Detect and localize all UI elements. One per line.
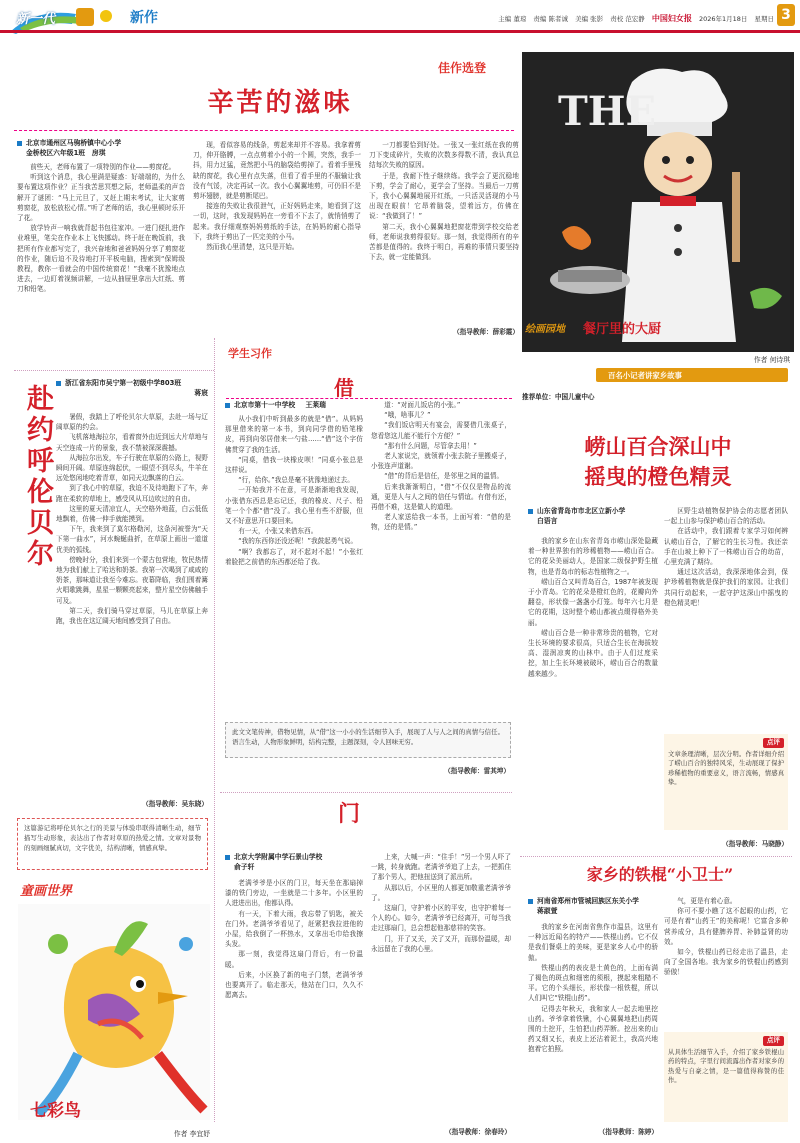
teacher-credit: （指导教师：徐春玲） bbox=[445, 1128, 511, 1136]
section-label: 童画世界 bbox=[20, 884, 73, 899]
author-name: 王莱瑞 bbox=[305, 401, 326, 409]
article-title-vertical: 赴约呼伦贝尔 bbox=[22, 384, 53, 570]
article-column: 老满爷爷是小区的门卫，每天坐在那扇掉漆的铁门旁边，一坐就是二十多年。小区里的人进进出出，他都认得。 有一天，下着大雨，我忘带了钥匙，被关在门外。老满爷爷看见了，赶紧把我拉进他的小屋，给我倒了一杯热水，又拿出毛巾给我擦头发。 那一刻，我觉得这扇门背后，有一份温暖。 后来，小区换了新的电子门禁，老满爷爷也要离开了。临走那天，他站在门口，久久不愿离去。 bbox=[225, 879, 363, 1000]
title-line-1: 崂山百合深山中 bbox=[584, 434, 732, 459]
article-column: 从小我们中听到最多的就是“借”。从妈妈那里借来的第一本书，到向同学借的铅笔橡皮，再到向邻居借来一勺盐……“借”这个字仿佛贯穿了我的生活。 “同桌，借我一块橡皮呗！”同桌小张总是这样说。 “行，给你。”我总是毫不犹豫地递过去。 一开始我并不在意，可是渐渐地我发现，小张借东西总是忘记还，我的橡皮、尺子、铅笔一个个都“借”没了。我心里有些不舒服，但又不好意思开口要回来。 有一天，小张又来借东西。 “我的东西你还没还呢！”我鼓起勇气说。 “啊？我都忘了，对不起对不起！”小张红着脸把之前借的东西都还给了我。 bbox=[225, 415, 363, 566]
designer: 美编 张影 bbox=[575, 15, 604, 23]
editor-note: 此文文笔传神，借物见情，从“借”这一小小的生活细节入手，展现了人与人之间的真情与信任。语言生动，人物形象鲜明，结构完整，主题深刻，令人回味无穷。 bbox=[225, 722, 511, 758]
byline bbox=[528, 896, 658, 916]
school-name: 河南省郑州市管城回族区东关小学 bbox=[537, 897, 639, 905]
teacher-credit: （指导教师：马晓静） bbox=[722, 840, 788, 848]
comment-box bbox=[664, 1032, 788, 1122]
teacher-credit: （指导教师：雷其坤） bbox=[444, 767, 510, 775]
badge-student-works bbox=[228, 343, 308, 361]
teacher-credit: （指导教师：吴东晓） bbox=[142, 800, 208, 808]
badge-best-works bbox=[438, 56, 528, 78]
editor2: 责编 陈者诚 bbox=[533, 15, 568, 23]
badge-text: 学生习作 bbox=[228, 347, 272, 360]
comment-text: 从具体生活细节入手，介绍了家乡铁棍山药的特点，字里行间流露出作者对家乡的热爱与自豪之情，是一篇值得称赞的佳作。 bbox=[668, 1048, 784, 1085]
drawing-title: 餐厅里的大厨 bbox=[583, 322, 662, 337]
title-line-2: 摇曳的橙色精灵 bbox=[584, 464, 732, 489]
proofreader: 责校 范宏静 bbox=[610, 15, 645, 23]
author-name: 蒋淑萱 bbox=[537, 907, 558, 915]
paper-name: 中国妇女报 bbox=[651, 14, 692, 23]
comment-text: 文章条理清晰，层次分明。作者详细介绍了崂山百合的独特风采，生动展现了保护珍稀植物的重要意义，语言流畅，情感真挚。 bbox=[668, 750, 784, 787]
drawing-credit: 作者 何诗琪 bbox=[753, 356, 790, 364]
article-column: 道：“对面儿饭店的小张。” “哦，啥事儿？” “我们饭店明天有宴会，需要借几张桌子，您看您这儿能不能行个方便？” “那有什么问题，尽管拿去用！” 老人家说完，就领着小张去院子里搬桌子，小张连声道谢。 “借”的背后是信任，是邻里之间的温情。 后来我渐渐明白，“借”不仅仅是物品的流通，更是人与人之间的信任与情谊。有借有还，再借不难，这是做人的道理。 老人家送给我一本书，上面写着：“借的是物，还的是情。” bbox=[371, 401, 511, 532]
comment-label: 点评 bbox=[763, 1036, 784, 1046]
article-column: 我的家乡在山东省青岛市崂山深处隐藏着一种世界独有的珍稀植物——崂山百合。它的花朵美丽动人，是国家二级保护野生植物，也是青岛市的标志性植物之一。 崂山百合又叫青岛百合，1987年被发现于小青岛。它的花朵是橙红色的，花瓣向外翻卷，形状像一盏盏小灯笼。每年六七月是它的花期，这时整个崂山都被点缀得格外美丽。 崂山百合是一种非常珍贵的植物，它对生长环境的要求很高，只适合生长在海拔较高、湿润凉爽的山林中。由于人们过度采挖，加上生长环境被破坏，崂山百合的数量越来越少。 bbox=[528, 537, 658, 678]
article-column: 上来，大喊一声：“住手！”另一个男人吓了一跳，转身就跑。老满爷爷追了上去，一把抓住了那个男人，把他扭送到了派出所。 从那以后，小区里的人都更加敬重老满爷爷了。 这扇门，守护着小区的平安，也守护着每一个人的心。如今，老满爷爷已经离开，可每当我走过那扇门，总会想起他那慈祥的笑容。 门，开了又关，关了又开，而那份温暖，却永远留在了我的心里。 bbox=[371, 853, 511, 953]
article-title bbox=[548, 432, 768, 492]
header-rule bbox=[0, 30, 800, 33]
article-column: 一刀都要恰到好处。一张又一张红纸在我的剪刀下变成碎片，失败的次数多得数不清，我认真总结每次失败的原因。 于是，我耐下性子继续练。我学会了更沉稳地下剪，学会了耐心，更学会了坚持。当最后一刀剪下，我小心翼翼地展开红纸，一只活灵活现的小马出现在眼前！它昂着脑袋，望着远方，仿佛在说：“我做到了！” 第二天，我小心翼翼地把窗花带到学校交给老师，老师说我剪得很好。那一刻，我觉得所有的辛苦都是值得的。我终于明白，再难的事情只要坚持下去，就一定能做到。 bbox=[369, 141, 519, 262]
recommender: 推荐单位：中国儿童中心 bbox=[522, 393, 595, 401]
article-title: 家乡的铁棍“小卫士” bbox=[586, 865, 734, 884]
page-number: 3 bbox=[777, 4, 795, 26]
article-column: 暑假，我踏上了呼伦贝尔大草原，去赴一场与辽阔草原的约会。 飞机落地海拉尔，看着窗外由近到远大片草地与天空连成一片的景象，我不禁被深深震撼。 从海拉尔出发，车子行驶在草原的公路上，视野瞬间开阔。草原连绵起伏，一眼望不到尽头，牛羊在远处悠闲地吃着青草，如同天边飘落的白云。 到了我心中的草原，我迫不及待地跑下了车，奔跑在柔软的草地上，感受风从耳边吹过的自由。 这里的夏天清凉宜人，天空格外地蓝，白云低低地飘着，仿佛一伸手就能摸到。 下午，我来到了莫尔格勒河，这条河被誉为“天下第一曲水”，河水蜿蜒曲折，在草原上画出一道道优美的弧线。 傍晚时分，我们来到一个蒙古包营地，牧民热情地为我们献上了哈达和奶茶。我第一次喝到了咸咸的奶茶，那味道让我至今难忘。夜幕降临，我们围着篝火唱歌跳舞，星星一颗颗亮起来，整片星空仿佛触手可及。 第二天，我们骑马穿过草原，马儿在草原上奔跑，我也在这辽阔天地间感受到了自由。 bbox=[56, 413, 208, 626]
divider bbox=[520, 856, 792, 857]
editor-note: 这篇游记将呼伦贝尔之行的美景与体验串联得清晰生动，细节描写生动形象，表达出了作者对草原的热爱之情。文章对景物的刻画细腻真切，文字优美，结构清晰，情感真挚。 bbox=[17, 818, 208, 870]
logo-text: 新一代 bbox=[16, 12, 56, 27]
page-header bbox=[0, 0, 800, 30]
author-name: 金桥校区六年级1班 房琪 bbox=[26, 149, 106, 157]
article-title: 辛苦的滋味 bbox=[207, 88, 353, 118]
author-name: 蒋宸 bbox=[194, 389, 208, 397]
byline bbox=[17, 138, 187, 158]
series-label: 百名小记者讲家乡故事 bbox=[608, 371, 682, 380]
date: 2026年1月18日 bbox=[698, 15, 748, 23]
article-title: 门 bbox=[338, 801, 361, 827]
header-meta bbox=[493, 13, 774, 24]
column-divider bbox=[214, 338, 215, 1122]
divider bbox=[14, 370, 214, 371]
chalk-drawing bbox=[522, 52, 794, 352]
school-name: 浙江省东阳市吴宁第一初级中学803班 bbox=[65, 379, 182, 387]
weekday: 星期日 bbox=[754, 15, 774, 23]
drawing-credit: 作者 李宜妤 bbox=[173, 1130, 210, 1138]
author-name: 白语言 bbox=[537, 517, 558, 525]
author-name: 俞子轩 bbox=[234, 863, 255, 871]
school-name: 北京大学附属中学石景山学校 bbox=[234, 853, 323, 861]
divider bbox=[220, 792, 512, 793]
editor: 主编 董琼 bbox=[498, 15, 527, 23]
article-column: 前些天，老师布置了一项特别的作业——剪窗花。 听到这个消息，我心里满是疑惑：好端端的，为什么要布置这项作业？正当我苦思冥想之际，老师温柔的声音解开了谜团：“马上元旦了，又赶上期末考试，让大家剪剪窗花，放松放松心情。”听了老师的话，我心里顿时乐开了花。 放学铃声一响我就背起书包往家冲。一进门便扎进作业堆里，笔尖在作业本上飞快挪动。终于赶在晚饭前，我把所有作业都写完了，我兴奋地和爸爸妈妈分享了剪窗花的作业，随后迫不及待地打开平板电脑，搜索到“保姆级教程，教你一看就会的中国传统窗花！”我毫不犹豫地点进去，一边盯着视频讲解，一边从抽屉里拿出大红纸、剪刀和铅笔。 bbox=[17, 163, 185, 294]
teacher-credit: （指导教师：薛彩霞） bbox=[453, 328, 519, 336]
section-title: 新作 bbox=[130, 10, 158, 26]
article-column-cont bbox=[17, 650, 208, 790]
section-label: 绘画园地 bbox=[525, 324, 565, 335]
colorful-bird-drawing bbox=[18, 904, 210, 1120]
teacher-credit: （指导教师：陈婷） bbox=[598, 1128, 658, 1136]
byline bbox=[225, 400, 363, 410]
article-column: 气，更是有着心意。 你可不要小瞧了这不起眼的山药，它可是有着“山药王”的美称呢！它富含多种营养成分，具有健脾养胃、补肺益肾的功效。 如今，铁棍山药已经走出了温县，走向了全国各地。我为家乡的铁棍山药感到骄傲！ bbox=[664, 897, 788, 977]
drawing-label-group bbox=[525, 316, 665, 342]
byline bbox=[56, 378, 208, 398]
school-name: 北京市通州区马驹桥镇中心小学 bbox=[26, 139, 122, 147]
article-title: 借 bbox=[334, 376, 354, 400]
divider bbox=[226, 398, 512, 399]
byline bbox=[528, 506, 658, 526]
comment-label: 点评 bbox=[763, 738, 784, 748]
divider bbox=[14, 130, 514, 131]
article-column: 区野生动植物保护协会的志愿者团队一起上山参与保护崂山百合的活动。 在活动中，我们跟着专家学习如何辨认崂山百合，了解它的生长习性。我还亲手在山坡上种下了一株崂山百合的幼苗，心里充满了期待。 通过这次活动，我深深地体会到，保护珍稀植物就是保护我们的家园。让我们共同行动起来，一起守护这深山中摇曳的橙色精灵吧！ bbox=[664, 507, 788, 607]
badge-text: 佳作选登 bbox=[438, 61, 487, 75]
chalk-lettering: THE bbox=[558, 88, 657, 135]
kids-drawing-label bbox=[20, 878, 140, 900]
article-column: 现，看似容易的线条，剪起来却并不容易。我拿着剪刀，伸开胳膊，一点点剪着小小的一个圆，突然，我手一抖，用力过猛，竟然把小马的脑袋给剪掉了。看着手里残缺的窗花，我心里有点失落，但看了看手里的不服输让我没有气馁，决定再试一次。我小心翼翼地剪，可仍旧不是剪坏翅膀，就是剪断尾巴。 接连的失败让我很泄气，正好妈妈走来，她看到了这一切，这时，我发现妈妈在一旁看不下去了，就悄悄剪了起来。我仔细观察妈妈剪纸的手法，在妈妈的耐心指导下，我终于剪出了一匹完美的小马。 然而我心里清楚，这只是开始。 bbox=[193, 141, 361, 252]
article-column: 我的家乡在河南省焦作市温县，这里有一种远近闻名的特产——铁棍山药。它不仅是我们餐桌上的美味，更是家乡人心中的骄傲。 铁棍山药的表皮是土黄色的，上面布满了褐色的斑点和细密的须根，摸起来粗糙不平。它的个头细长，形状像一根铁棍，所以人们叫它“铁棍山药”。 记得去年秋天，我和家人一起去地里挖山药。爷爷拿着铁锹，小心翼翼地把山药周围的土挖开，生怕把山药弄断。挖出来的山药又细又长，表皮上还沾着泥土，我高兴地抱着它拍照。 bbox=[528, 923, 658, 1054]
bird-drawing bbox=[18, 904, 210, 1120]
school-name: 山东省青岛市市北区立新小学 bbox=[537, 507, 626, 515]
school-name: 北京市第十一中学校 bbox=[234, 401, 296, 409]
series-banner bbox=[596, 368, 788, 382]
byline bbox=[225, 852, 363, 872]
comment-box bbox=[664, 734, 788, 830]
drawing-title: 七彩鸟 bbox=[30, 1101, 81, 1120]
